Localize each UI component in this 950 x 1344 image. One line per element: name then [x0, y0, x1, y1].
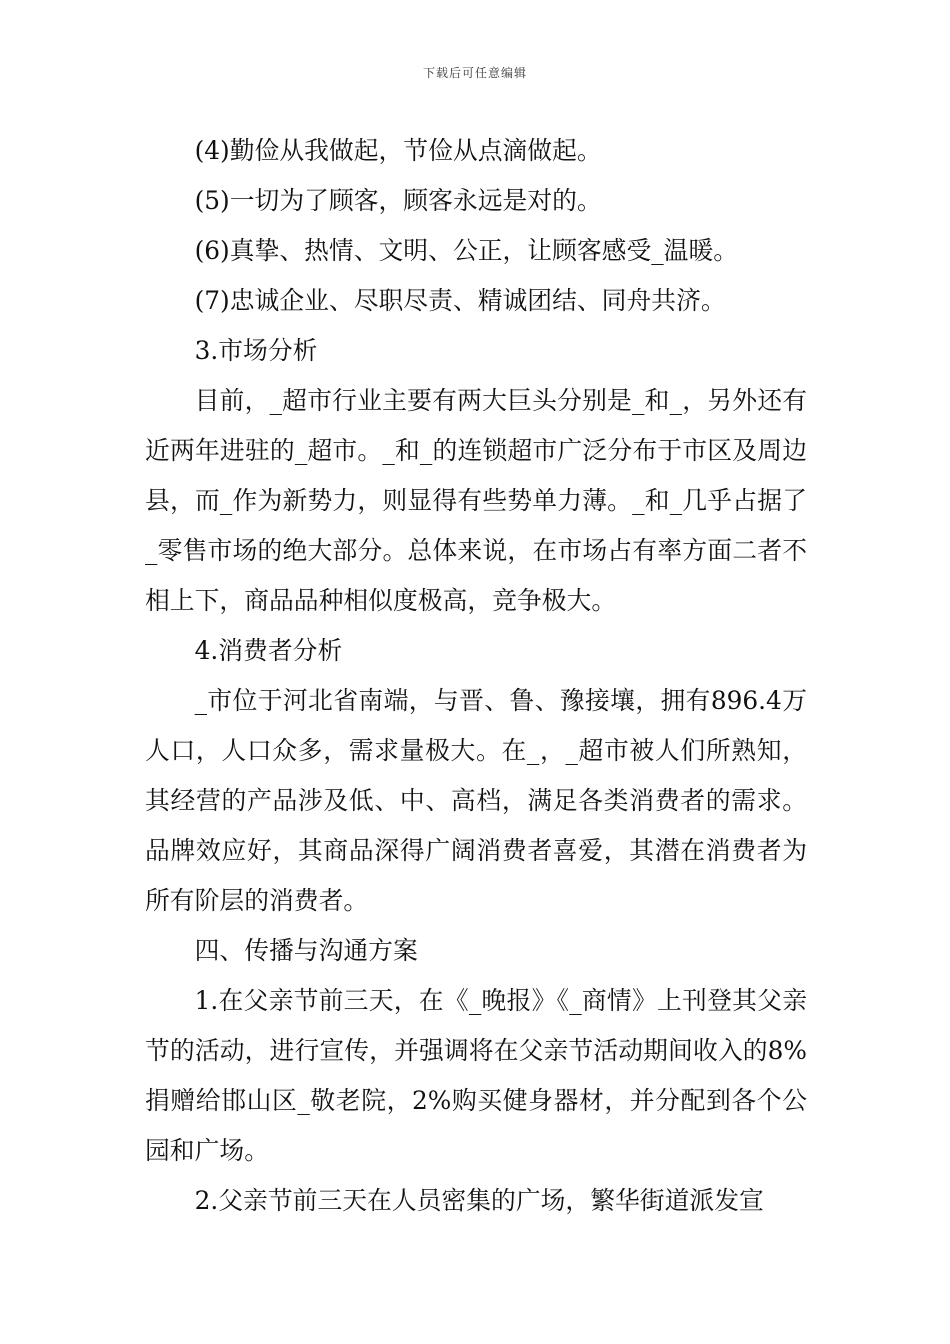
document-body [145, 126, 807, 1226]
section-heading-market-analysis: 3.市场分析 [194, 336, 318, 365]
section-heading-communication-plan: 四、传播与沟通方案 [194, 936, 418, 965]
section-heading-consumer-analysis: 4.消费者分析 [194, 636, 343, 665]
paragraph-item-7: (7)忠诚企业、尽职尽责、精诚团结、同舟共济。 [194, 286, 726, 315]
paragraph-market-analysis: 目前，_超市行业主要有两大巨头分别是_和_，另外还有近两年进驻的_超市。_和_的连锁超市广泛分布于市区及周边县，而_作为新势力，则显得有些势单力薄。_和_几乎占据了_零售市场的绝大部分。总体来说，在市场占有率方面二者不相上下，商品品种相似度极高，竞争极大。 [145, 386, 807, 615]
paragraph-consumer-analysis: _市位于河北省南端，与晋、鲁、豫接壤，拥有896.4万人口，人口众多，需求量极大。在_，_超市被人们所熟知，其经营的产品涉及低、中、高档，满足各类消费者的需求。品牌效应好，其商品深得广阔消费者喜爱，其潜在消费者为所有阶层的消费者。 [145, 686, 807, 915]
paragraph-plan-item-2: 2.父亲节前三天在人员密集的广场，繁华街道派发宣 [194, 1186, 764, 1215]
paragraph-item-5: (5)一切为了顾客，顾客永远是对的。 [194, 186, 602, 215]
paragraph-item-4: (4)勤俭从我做起，节俭从点滴做起。 [194, 136, 602, 165]
paragraph-plan-item-1: 1.在父亲节前三天，在《_晚报》《_商情》上刊登其父亲节的活动，进行宣传，并强调将在父亲节活动期间收入的8%捐赠给邯山区_敬老院，2%购买健身器材，并分配到各个公园和广场。 [145, 986, 807, 1165]
paragraph-item-6: (6)真挚、热情、文明、公正，让顾客感受_温暖。 [194, 236, 739, 265]
page-header-note: 下载后可任意编辑 [422, 66, 527, 80]
